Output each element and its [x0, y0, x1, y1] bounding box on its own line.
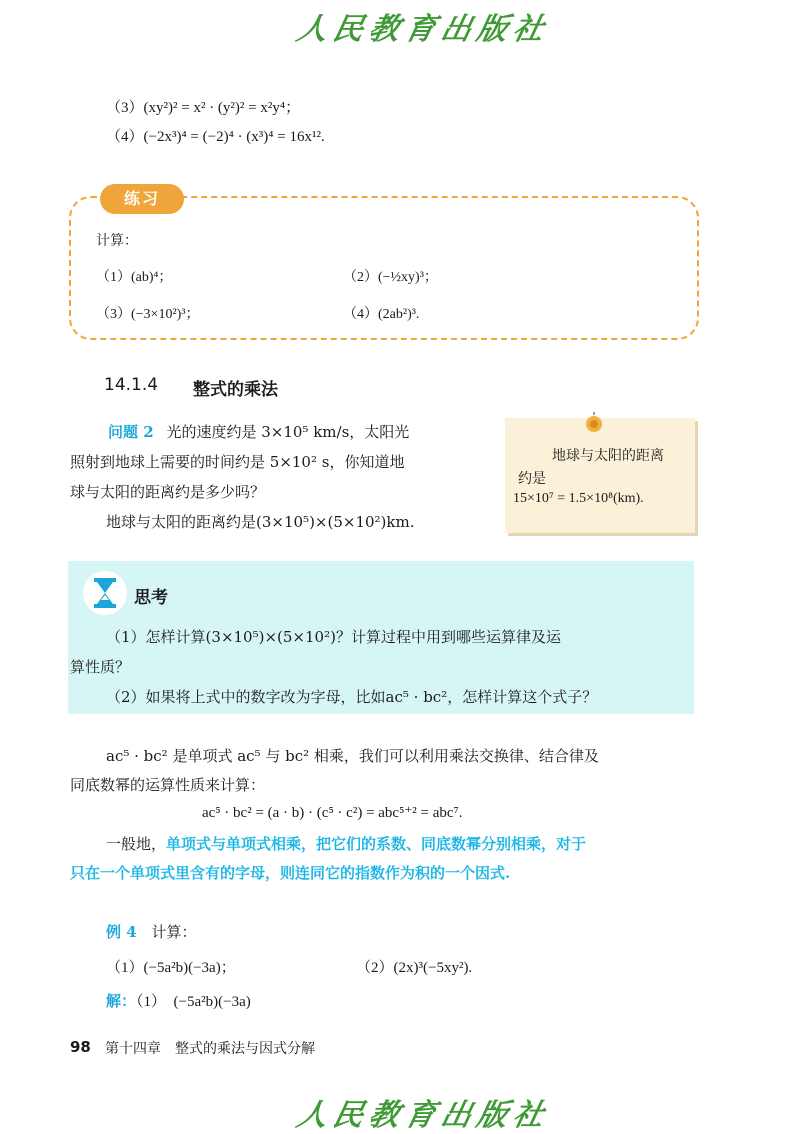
- think-title: 思考: [134, 588, 168, 608]
- practice-instruction: 计算：: [96, 233, 138, 249]
- pin-icon: [583, 412, 605, 434]
- problem-text-2: 照射到地球上需要的时间约是 5×10² s，你知道地: [70, 453, 405, 471]
- hourglass-icon: [82, 570, 128, 616]
- practice-item-4: （4）(2ab²)³.: [343, 307, 420, 322]
- chapter-title: 第十四章 整式的乘法与因式分解: [105, 1041, 315, 1057]
- example-line-4: （4）(−2x³)⁴ = (−2)⁴ · (x³)⁴ = 16x¹².: [106, 129, 325, 145]
- section-title: 整式的乘法: [193, 380, 278, 400]
- body-paragraph-1a: ac⁵ · bc² 是单项式 ac⁵ 与 bc² 相乘，我们可以利用乘法交换律、结合律及: [106, 747, 599, 765]
- example-item-1: （1）(−5a²b)(−3a)；: [106, 960, 236, 976]
- solution-label: 解：: [106, 992, 137, 1010]
- rule-prefix: 一般地，: [106, 835, 167, 853]
- example-label: 例 4: [106, 923, 137, 941]
- think-question-1b: 算性质？: [70, 658, 131, 676]
- note-line-3: 15×10⁷ = 1.5×10⁸(km).: [513, 491, 644, 506]
- practice-item-1: （1）(ab)⁴；: [96, 270, 173, 285]
- think-question-2: （2）如果将上式中的数字改为字母，比如ac⁵ · bc²，怎样计算这个式子？: [106, 688, 598, 706]
- note-line-2: 约是: [518, 471, 546, 487]
- example-instruction: 计算：: [151, 923, 197, 941]
- body-formula: ac⁵ · bc² = (a · b) · (c⁵ · c²) = abc⁵⁺² = abc⁷.: [202, 805, 463, 821]
- problem-answer: 地球与太阳的距离约是(3×10⁵)×(5×10²)km.: [106, 513, 415, 531]
- think-question-1a: （1）怎样计算(3×10⁵)×(5×10²)？计算过程中用到哪些运算律及运: [106, 628, 561, 646]
- problem-label: 问题 2: [108, 423, 154, 441]
- rule-text-b: 只在一个单项式里含有的字母，则连同它的指数作为积的一个因式.: [70, 864, 511, 882]
- publisher-logo-footer: 人民教育出版社: [293, 1098, 553, 1133]
- problem-text-3: 球与太阳的距离约是多少吗？: [70, 483, 266, 501]
- rule-text-a: 单项式与单项式相乘，把它们的系数、同底数幂分别相乘，对于: [166, 835, 587, 853]
- example-line-3: （3）(xy²)² = x² · (y²)² = x²y⁴；: [106, 100, 301, 116]
- section-number: 14.1.4: [104, 375, 159, 395]
- practice-tab: 练习: [100, 184, 184, 214]
- practice-item-3: （3）(−3×10²)³；: [96, 307, 200, 322]
- note-line-1: 地球与太阳的距离: [552, 448, 664, 464]
- problem-text-1: 光的速度约是 3×10⁵ km/s，太阳光: [166, 423, 410, 441]
- solution-line-1: （1） (−5a²b)(−3a): [136, 994, 251, 1010]
- publisher-logo: 人民教育出版社: [293, 12, 553, 47]
- body-paragraph-1b: 同底数幂的运算性质来计算：: [70, 776, 266, 794]
- page-number: 98: [70, 1038, 91, 1056]
- example-item-2: （2）(2x)³(−5xy²).: [356, 960, 473, 976]
- practice-item-2: （2）(−½xy)³；: [343, 270, 438, 285]
